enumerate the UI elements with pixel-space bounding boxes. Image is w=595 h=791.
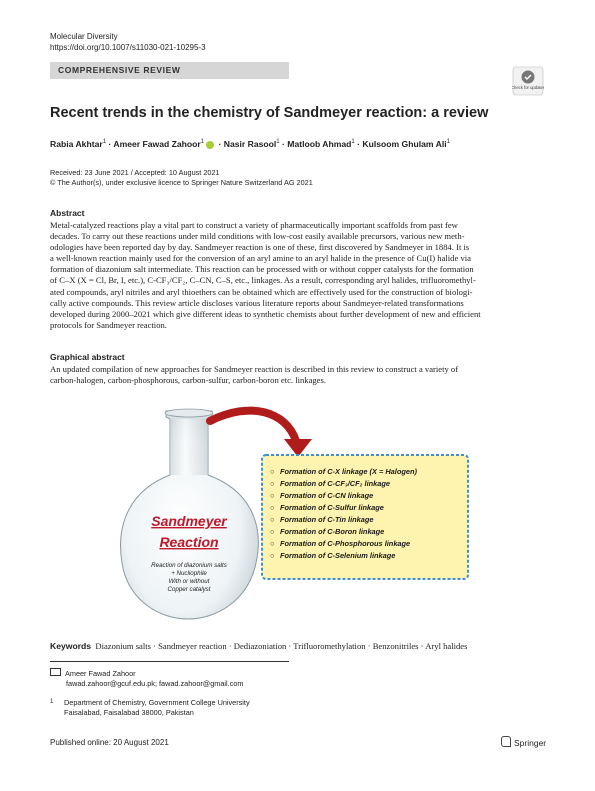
reaction-type-item: Formation of C-Boron linkage: [280, 527, 385, 536]
reaction-type-item: Formation of C-Tin linkage: [280, 515, 374, 524]
article-dates: [50, 168, 313, 188]
graphical-abstract-heading: Graphical abstract: [50, 352, 125, 362]
doi-link[interactable]: https://doi.org/10.1007/s11030-021-10295-3: [50, 43, 206, 52]
bullet-icon: ○: [270, 551, 275, 560]
arrow-icon: [210, 411, 296, 441]
bullet-icon: ○: [270, 515, 275, 524]
abstract-line: cally active compounds. This review article discloses various literature reports about Sandmeyer-related transformations: [50, 297, 464, 308]
reaction-type-item: Formation of C-Selenium linkage: [280, 551, 396, 560]
orcid-icon[interactable]: [206, 141, 214, 149]
abstract-line: developed during 2000–2021 which give different ideas to synthetic chemists about further development of new and efficient: [50, 308, 481, 319]
bullet-icon: ○: [270, 503, 275, 512]
publisher-logo: [501, 736, 546, 748]
reaction-type-item: Formation of C-Phosphorous linkage: [280, 539, 411, 548]
affiliation-block: [50, 698, 250, 717]
keywords: [50, 641, 467, 651]
correspondence-block: [50, 668, 243, 688]
corresponding-author: Ameer Fawad Zahoor: [65, 669, 136, 678]
journal-name: Molecular Diversity: [50, 32, 118, 41]
bullet-icon: ○: [270, 467, 275, 476]
author-separator: ·: [279, 139, 288, 149]
flask-text-line: With or without: [168, 578, 210, 585]
abstract-body: [50, 220, 545, 331]
author-separator: ·: [216, 139, 224, 149]
author-separator: ·: [106, 139, 114, 149]
graphical-abstract-line: An updated compilation of new approaches for Sandmeyer reaction is described in this review to construct a variety of: [50, 364, 459, 374]
bullet-icon: ○: [270, 539, 275, 548]
check-for-updates-badge[interactable]: [512, 66, 544, 96]
abstract-line: ated compounds, aryl nitriles and aryl thioethers can be obtained which are effectively used for the construction of biologi-: [50, 286, 473, 297]
abstract-line: decades. To carry out these reactions under mild conditions with low-cost easily available precursors, various new meth-: [50, 231, 465, 242]
check-for-updates-label: Check for updates: [512, 85, 544, 90]
flask-title-line1: Sandmeyer: [151, 513, 227, 529]
affiliation-line: Department of Chemistry, Government College University: [64, 698, 250, 707]
abstract-heading: Abstract: [50, 208, 85, 218]
keywords-label: Keywords: [50, 641, 92, 651]
graphical-abstract-figure: [118, 405, 478, 625]
flask-text-line: Copper catalyst: [167, 586, 211, 593]
envelope-icon: [50, 668, 61, 676]
reaction-type-item: Formation of C-X linkage (X = Halogen): [280, 467, 417, 476]
author-name[interactable]: Matloob Ahmad: [287, 139, 352, 149]
reaction-type-item: Formation of C-CF₃/CF₂ linkage: [280, 479, 390, 488]
banner-label: COMPREHENSIVE REVIEW: [58, 65, 181, 75]
author-affil: 1: [102, 139, 107, 146]
bullet-icon: ○: [270, 479, 275, 488]
flask-text-line: Reaction of diazonium salts: [151, 562, 227, 569]
article-title: Recent trends in the chemistry of Sandmeyer reaction: a review: [50, 105, 489, 121]
author-separator: ·: [354, 139, 363, 149]
reaction-type-item: Formation of C-CN linkage: [280, 491, 374, 500]
flask-title-line2: Reaction: [159, 534, 219, 550]
check-for-updates-icon: [512, 66, 544, 96]
publisher-name: Springer: [514, 738, 547, 748]
affiliation-number: 1: [50, 699, 54, 705]
abstract-line: a well-known reaction mainly used for the conversion of an aryl amine to an aryl halide in the presence of Cu(I) halide via: [50, 253, 471, 264]
flask-text-line: + Nucliophile: [171, 570, 207, 577]
bullet-icon: ○: [270, 527, 275, 536]
received-accepted: Received: 23 June 2021 / Accepted: 10 August 2021: [50, 168, 220, 177]
affiliation-line: Faisalabad, Faisalabad 38000, Pakistan: [64, 707, 194, 717]
keywords-text: Diazonium salts · Sandmeyer reaction · Dediazoniation · Trifluoromethylation · Benzonitriles · Aryl halides: [95, 641, 468, 651]
author-list: [50, 139, 450, 149]
author-affil: 1: [200, 139, 205, 146]
author-affil: 1: [351, 139, 355, 146]
author-name[interactable]: Ameer Fawad Zahoor: [113, 139, 201, 149]
copyright-line: © The Author(s), under exclusive licence to Springer Nature Switzerland AG 2021: [50, 178, 313, 187]
author-name[interactable]: Rabia Akhtar: [50, 139, 103, 149]
bullet-icon: ○: [270, 491, 275, 500]
abstract-line: Metal-catalyzed reactions play a vital part to construct a variety of pharmaceutically important scaffolds from past few: [50, 220, 458, 230]
journal-header: [50, 31, 206, 53]
author-name[interactable]: Kulsoom Ghulam Ali: [362, 139, 447, 149]
graphical-abstract-text: [50, 364, 545, 386]
corresponding-email[interactable]: fawad.zahoor@gcuf.edu.pk; fawad.zahoor@gmail.com: [66, 678, 244, 688]
abstract-line: of C–X (X = Cl, Br, I, etc.), C-CF₃/CF₂, C–CN, C–S, etc., linkages. As a result, corresponding aryl halides, trifluoromethyl-: [50, 275, 476, 286]
author-affil: 1: [276, 139, 280, 146]
graphical-abstract-line: carbon-halogen, carbon-phosphorous, carbon-sulfur, carbon-boron etc. linkages.: [50, 375, 326, 386]
published-date: Published online: 20 August 2021: [50, 738, 169, 747]
reaction-type-item: Formation of C-Sulfur linkage: [280, 503, 384, 512]
author-name[interactable]: Nasir Rasool: [223, 139, 277, 149]
abstract-line: formation of diazonium salt intermediate. This reaction can be processed with or without copper catalysts for the formation: [50, 264, 474, 275]
abstract-line: protocols for Sandmeyer reaction.: [50, 319, 167, 330]
article-type-banner: [50, 62, 289, 79]
author-affil: 1: [446, 139, 450, 146]
abstract-line: odologies have been reported day by day. Sandmeyer reaction is one of these, first discovered by Sandmeyer in 1884. It is: [50, 242, 470, 253]
footnote-divider: [50, 661, 289, 662]
springer-horse-icon: [501, 736, 511, 747]
